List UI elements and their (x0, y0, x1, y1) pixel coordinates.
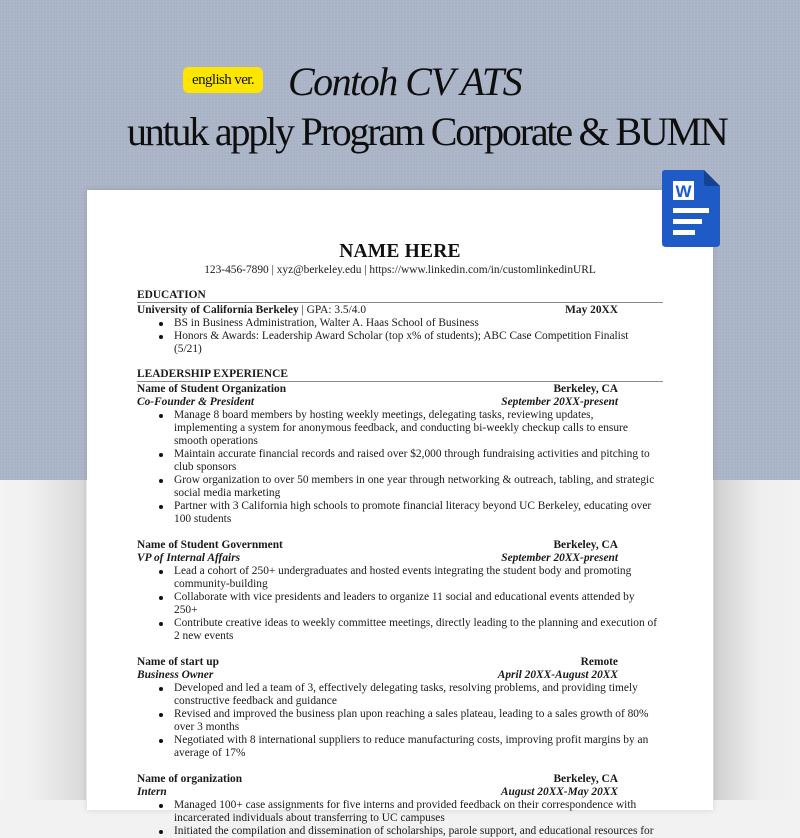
experience-entry (137, 383, 663, 526)
resume-name: NAME HERE (339, 241, 461, 262)
leadership-section (137, 383, 663, 838)
section-education-title: EDUCATION (137, 289, 663, 303)
english-version-badge: english ver. (183, 67, 263, 93)
graduation-date: May 20XX (565, 304, 618, 316)
location: Berkeley, CA (553, 383, 618, 395)
section-leadership-title: LEADERSHIP EXPERIENCE (137, 368, 663, 382)
dates: September 20XX-present (501, 552, 618, 564)
org-name: Name of Student Government (137, 539, 283, 551)
role: Intern (137, 786, 167, 798)
location: Berkeley, CA (553, 773, 618, 785)
banner (0, 0, 800, 170)
education-bullet: Honors & Awards: Leadership Award Scholar (top x% of students); ABC Case Competition Finalist (5/21) (159, 330, 659, 356)
org-name: Name of organization (137, 773, 243, 785)
role: Business Owner (137, 669, 214, 681)
org-name: Name of start up (137, 656, 219, 668)
experience-bullet: Initiated the compilation and dissemination of scholarships, parole support, and educational resources for (159, 825, 659, 838)
dates: September 20XX-present (501, 396, 618, 408)
dates: April 20XX-August 20XX (497, 669, 618, 681)
experience-bullet: Grow organization to over 50 members in one year through networking & outreach, tabling, and strategic social media marketing (159, 474, 659, 500)
gpa: | GPA: 3.5/4.0 (298, 304, 367, 316)
experience-entry (137, 773, 663, 838)
experience-bullet: Collaborate with vice presidents and leaders to organize 11 social and educational events attended by 250+ (159, 591, 659, 617)
banner-title: Contoh CV ATS (288, 59, 522, 104)
experience-bullet: Maintain accurate financial records and raised over $2,000 through fundraising activities and pitching to club sponsors (159, 448, 659, 474)
location: Berkeley, CA (553, 539, 618, 551)
microsoft-word-icon (662, 170, 720, 247)
experience-bullet: Partner with 3 California high schools to promote financial literacy beyond UC Berkeley, educating over 100 students (159, 500, 659, 526)
experience-bullet: Lead a cohort of 250+ undergraduates and hosted events integrating the student body and promoting community-building (159, 565, 659, 591)
svg-text:W: W (675, 182, 692, 201)
education-section (137, 304, 663, 356)
org-name: Name of Student Organization (137, 383, 287, 395)
role: Co-Founder & President (137, 396, 255, 408)
location: Remote (580, 656, 618, 668)
contact-line: 123-456-7890 | xyz@berkeley.edu | https://www.linkedin.com/in/customlinkedinURL (204, 264, 596, 276)
experience-entry (137, 539, 663, 643)
banner-subtitle: untuk apply Program Corporate & BUMN (127, 109, 727, 154)
experience-bullet: Contribute creative ideas to weekly committee meetings, directly leading to the planning and execution of 2 new events (159, 617, 659, 643)
experience-bullet: Negotiated with 8 international suppliers to reduce manufacturing costs, improving profit margins by an average of 17% (159, 734, 659, 760)
experience-bullet: Managed 100+ case assignments for five interns and provided feedback on their correspondence with incarcerated individuals about transferring to UC campuses (159, 799, 659, 825)
dates: August 20XX-May 20XX (500, 786, 618, 798)
experience-bullet: Revised and improved the business plan upon reaching a sales plateau, leading to a sales growth of 80% over 3 months (159, 708, 659, 734)
school-name: University of California Berkeley (137, 304, 299, 316)
education-bullet: BS in Business Administration, Walter A. Haas School of Business (159, 317, 659, 330)
experience-bullet: Developed and led a team of 3, effectively delegating tasks, resolving problems, and providing timely constructive feedback and guidance (159, 682, 659, 708)
resume-document (87, 190, 713, 837)
education-header-row (137, 304, 663, 317)
experience-bullet: Manage 8 board members by hosting weekly meetings, delegating tasks, reviewing updates, implementing a system for anonymous feedback, and conducting bi-weekly checkup calls to ensure smooth operations (159, 409, 659, 448)
role: VP of Internal Affairs (137, 552, 241, 564)
experience-entry (137, 656, 663, 760)
